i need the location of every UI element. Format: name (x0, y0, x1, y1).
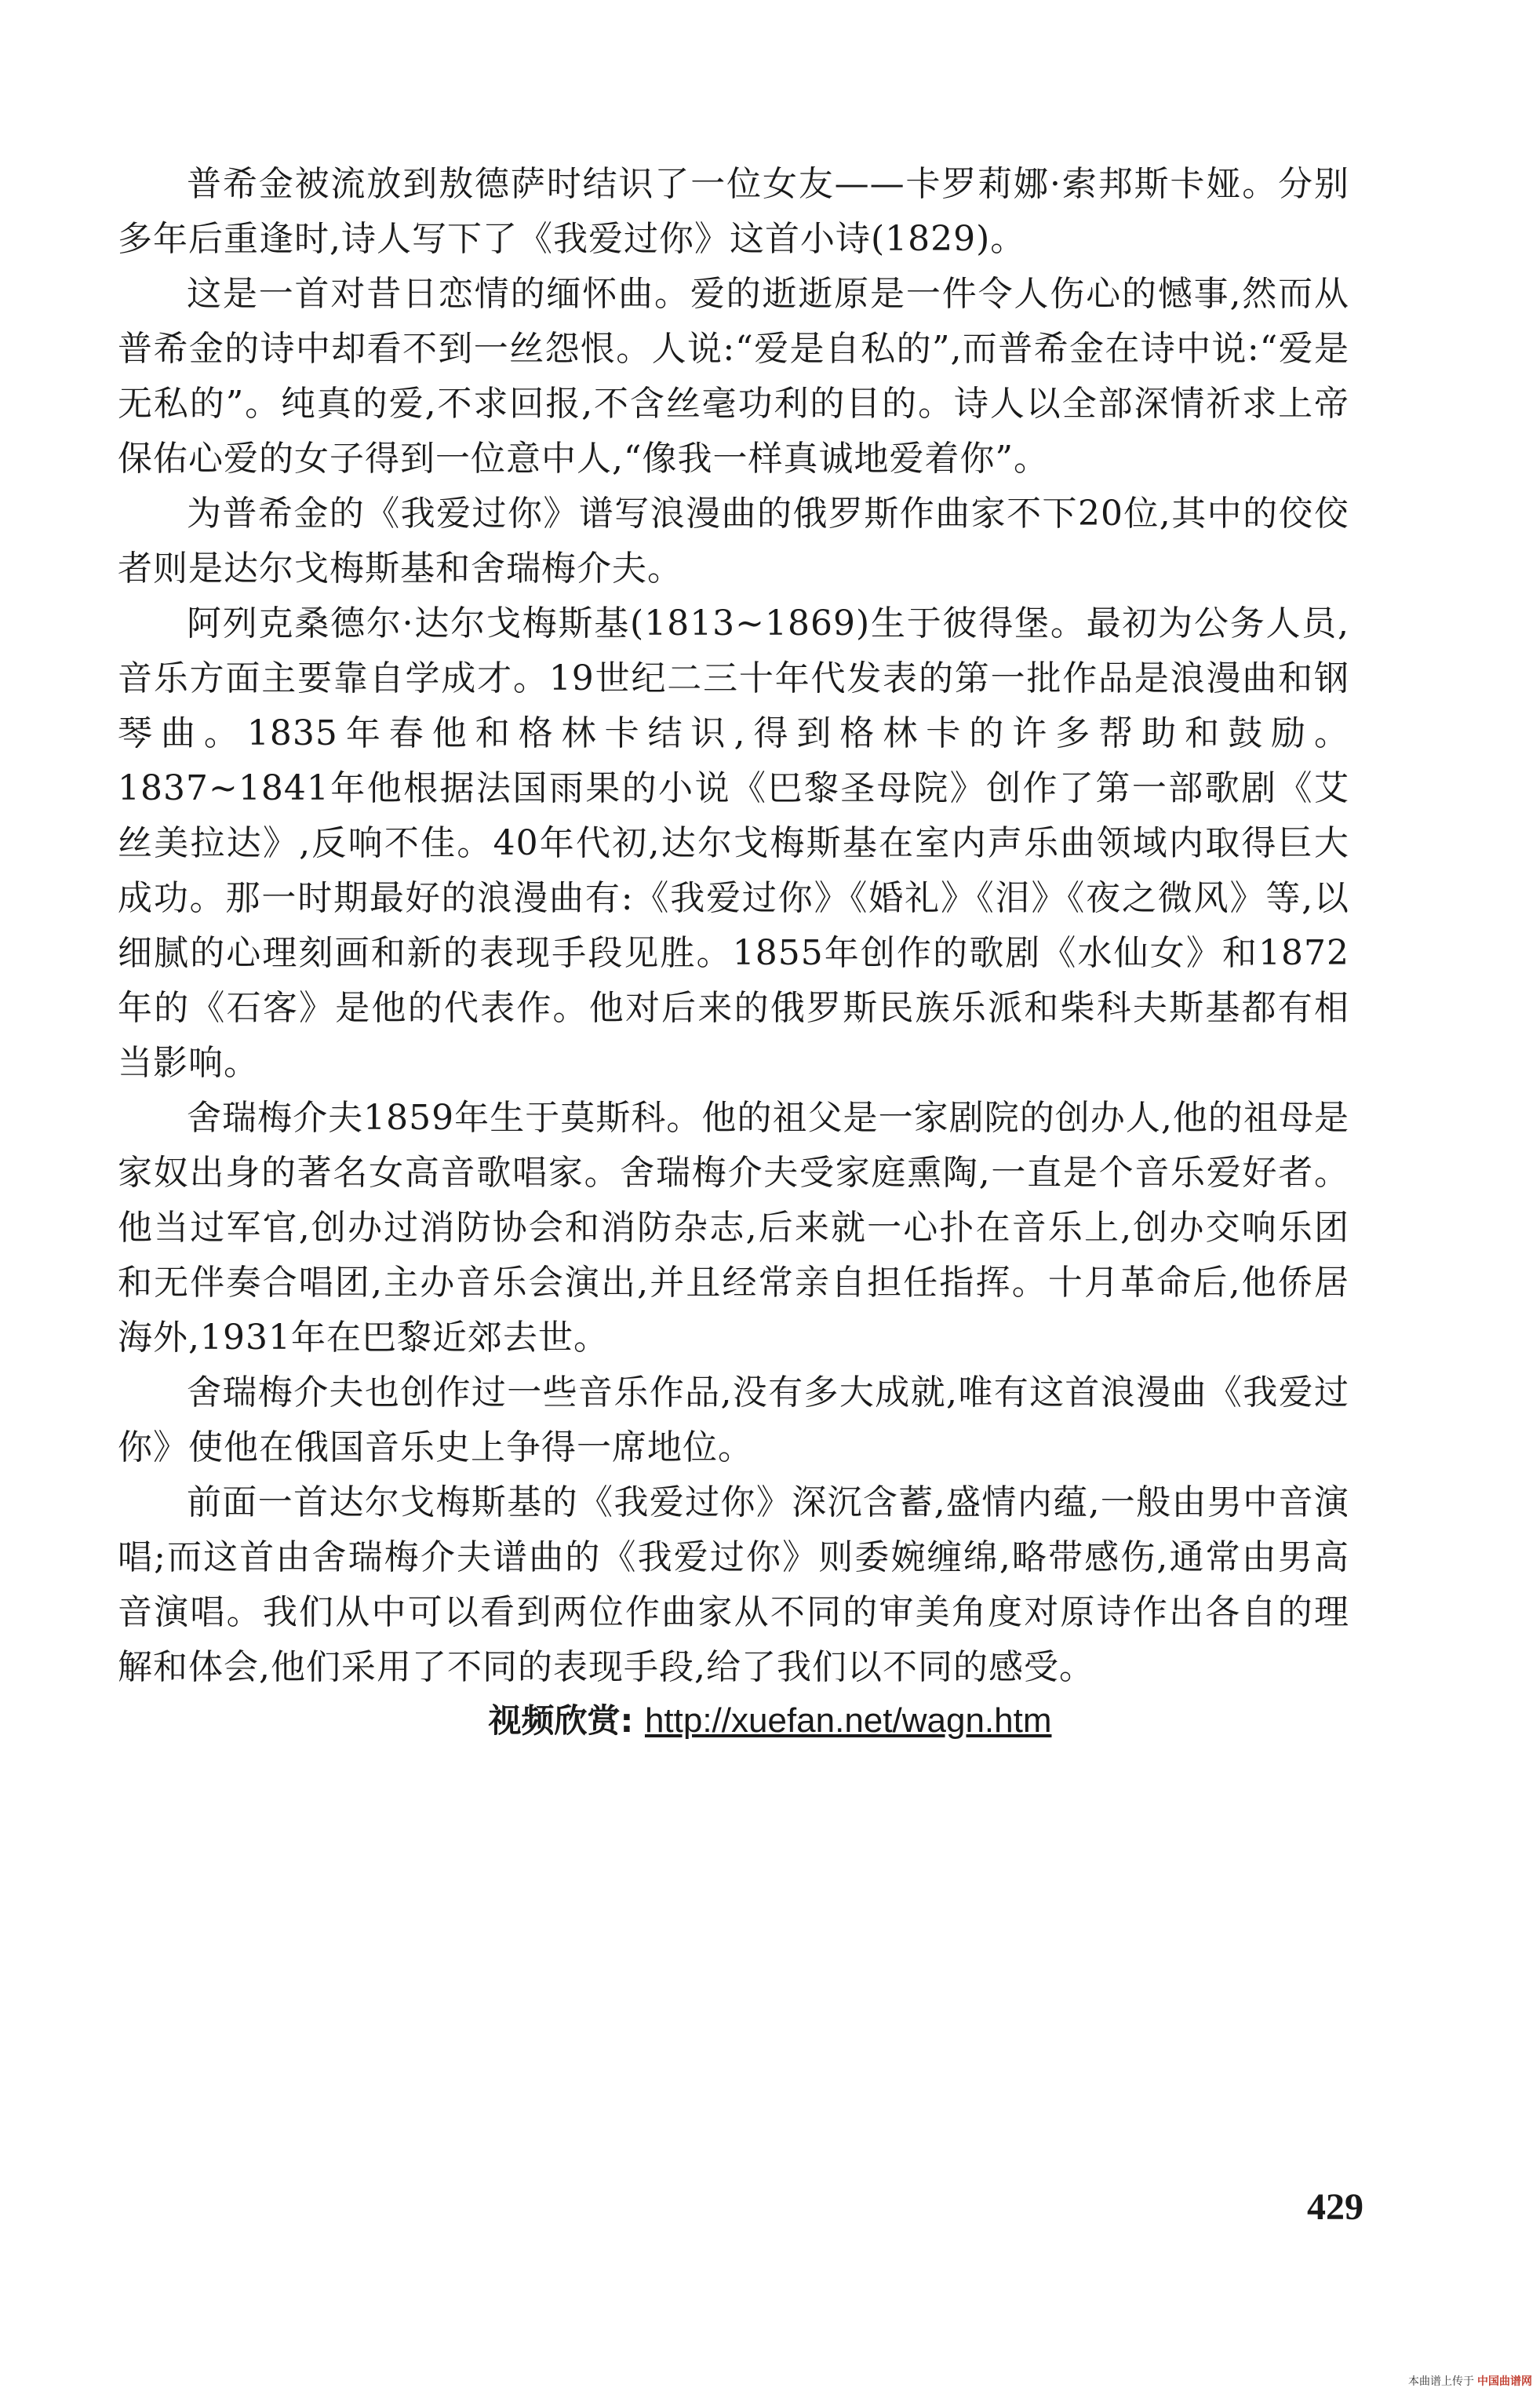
paragraph-6: 舍瑞梅介夫也创作过一些音乐作品,没有多大成就,唯有这首浪漫曲《我爱过你》使他在俄国音乐史上争得一席地位。 (118, 1372, 1349, 1467)
paragraph-2: 这是一首对昔日恋情的缅怀曲。爱的逝逝原是一件令人伤心的憾事,然而从普希金的诗中却看不到一丝怨恨。人说:“爱是自私的”,而普希金在诗中说:“爱是无私的”。纯真的爱,不求回报,不含丝毫功利的目的。诗人以全部深情祈求上帝保佑心爱的女子得到一位意中人,“像我一样真诚地爱着你”。 (118, 274, 1349, 479)
source-watermark (1408, 2373, 1532, 2389)
paragraph-5: 舍瑞梅介夫1859年生于莫斯科。他的祖父是一家剧院的创办人,他的祖母是家奴出身的著名女高音歌唱家。舍瑞梅介夫受家庭熏陶,一直是个音乐爱好者。他当过军官,创办过消防协会和消防杂志,后来就一心扑在音乐上,创办交响乐团和无伴奏合唱团,主办音乐会演出,并且经常亲自担任指挥。十月革命后,他侨居海外,1931年在巴黎近郊去世。 (118, 1098, 1349, 1358)
paragraph-4: 阿列克桑德尔·达尔戈梅斯基(1813~1869)生于彼得堡。最初为公务人员,音乐方面主要靠自学成才。19世纪二三十年代发表的第一批作品是浪漫曲和钢琴曲。1835年春他和格林卡结识,得到格林卡的许多帮助和鼓励。1837~1841年他根据法国雨果的小说《巴黎圣母院》创作了第一部歌剧《艾丝美拉达》,反响不佳。40年代初,达尔戈梅斯基在室内声乐曲领域内取得巨大成功。那一时期最好的浪漫曲有:《我爱过你》《婚礼》《泪》《夜之微风》等,以细腻的心理刻画和新的表现手段见胜。1855年创作的歌剧《水仙女》和1872年的《石客》是他的代表作。他对后来的俄罗斯民族乐派和柴科夫斯基都有相当影响。 (118, 603, 1349, 1083)
paragraph-1: 普希金被流放到敖德萨时结识了一位女友——卡罗莉娜·索邦斯卡娅。分别多年后重逢时,诗人写下了《我爱过你》这首小诗(1829)。 (118, 164, 1349, 259)
video-url-link[interactable]: http://xuefan.net/wagn.htm (644, 1701, 1052, 1740)
page-body (118, 157, 1349, 1695)
paragraph-3: 为普希金的《我爱过你》谱写浪漫曲的俄罗斯作曲家不下20位,其中的佼佼者则是达尔戈梅斯基和舍瑞梅介夫。 (118, 494, 1349, 589)
page-number: 429 (1307, 2186, 1363, 2228)
video-label: 视频欣赏: (488, 1701, 634, 1740)
video-link-line (0, 1695, 1540, 1742)
paragraph-7: 前面一首达尔戈梅斯基的《我爱过你》深沉含蓄,盛情内蕴,一般由男中音演唱;而这首由舍瑞梅介夫谱曲的《我爱过你》则委婉缠绵,略带感伤,通常由男高音演唱。我们从中可以看到两位作曲家从不同的审美角度对原诗作出各自的理解和体会,他们采用了不同的表现手段,给了我们以不同的感受。 (118, 1482, 1349, 1687)
watermark-logo: 中国曲谱网 (1477, 2375, 1532, 2388)
watermark-text: 本曲谱上传于 (1408, 2375, 1474, 2388)
